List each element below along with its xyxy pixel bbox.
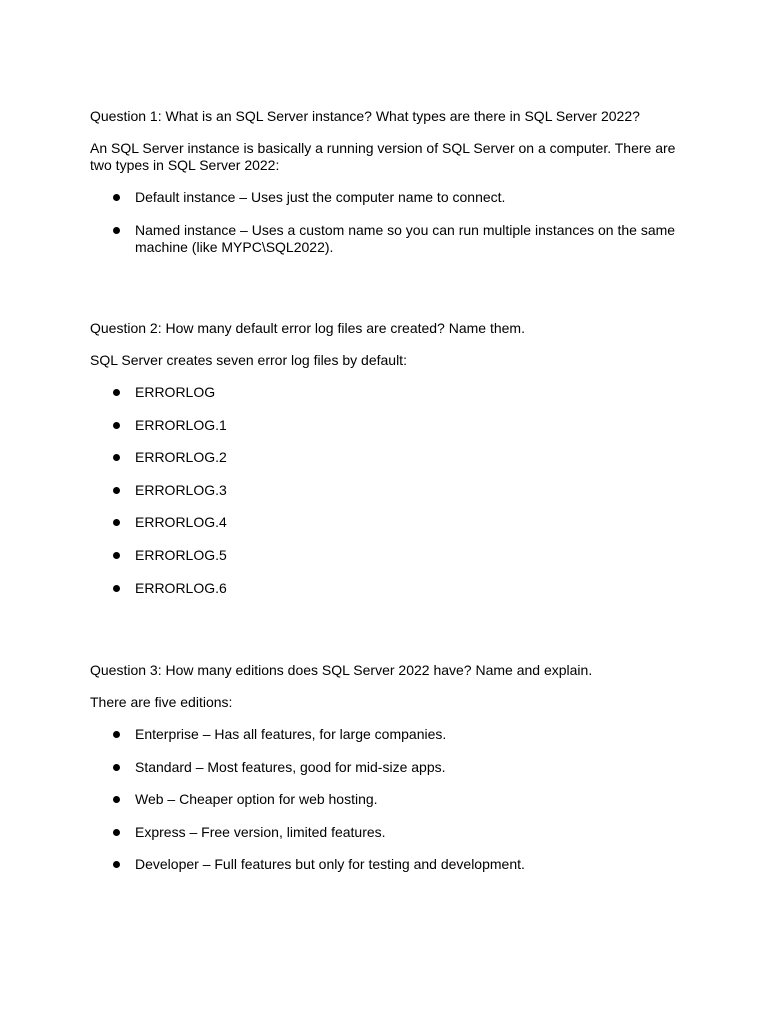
list-item	[90, 791, 680, 808]
question-2-heading: Question 2: How many default error log files are created? Name them.	[90, 320, 525, 336]
question-1-heading: Question 1: What is an SQL Server instance? What types are there in SQL Server 2022?	[90, 108, 640, 124]
bullet-icon	[113, 454, 120, 461]
list-item-text: ERRORLOG.3	[135, 481, 227, 498]
instance-types-list	[90, 189, 680, 256]
list-item-text: Default instance – Uses just the computer name to connect.	[135, 189, 506, 205]
list-item-text: ERRORLOG.5	[135, 546, 227, 563]
list-item	[90, 547, 680, 564]
list-item	[90, 222, 680, 256]
bullet-icon	[113, 731, 120, 738]
bullet-icon	[113, 519, 120, 526]
bullet-icon	[113, 764, 120, 771]
list-item-text: ERRORLOG.1	[135, 416, 227, 433]
editions-list	[90, 726, 680, 873]
question-3-answer: There are five editions:	[90, 694, 233, 710]
question-2-section	[90, 320, 680, 597]
question-1-answer: An SQL Server instance is basically a running version of SQL Server on a computer. There are two types in SQL Server 2022:	[90, 140, 676, 173]
list-item	[90, 189, 680, 206]
list-item-text: ERRORLOG.6	[135, 579, 227, 596]
list-item	[90, 449, 680, 466]
question-2-answer: SQL Server creates seven error log files by default:	[90, 352, 407, 368]
question-3-heading: Question 3: How many editions does SQL Server 2022 have? Name and explain.	[90, 662, 593, 678]
list-item-text: ERRORLOG.4	[135, 514, 227, 531]
bullet-icon	[113, 552, 120, 559]
list-item	[90, 580, 680, 597]
bullet-icon	[113, 389, 120, 396]
list-item	[90, 417, 680, 434]
bullet-icon	[113, 829, 120, 836]
bullet-icon	[113, 796, 120, 803]
list-item-text: ERRORLOG.2	[135, 449, 227, 466]
error-log-list	[90, 384, 680, 597]
list-item	[90, 514, 680, 531]
question-1-section	[90, 108, 680, 256]
bullet-icon	[113, 227, 120, 234]
list-item	[90, 856, 680, 873]
list-item	[90, 759, 680, 776]
list-item-text: Developer – Full features but only for testing and development.	[135, 856, 525, 873]
list-item-text: Standard – Most features, good for mid-size apps.	[135, 758, 446, 775]
list-item	[90, 824, 680, 841]
question-3-section	[90, 662, 680, 873]
bullet-icon	[113, 861, 120, 868]
list-item-text: ERRORLOG	[135, 384, 216, 400]
list-item-text: Named instance – Uses a custom name so you can run multiple instances on the same machine (like MYPC\SQL2022).	[135, 221, 676, 255]
list-item-text: Enterprise – Has all features, for large companies.	[135, 726, 447, 742]
list-item-text: Web – Cheaper option for web hosting.	[135, 791, 378, 808]
bullet-icon	[113, 422, 120, 429]
list-item	[90, 726, 680, 743]
list-item	[90, 384, 680, 401]
list-item	[90, 482, 680, 499]
list-item-text: Express – Free version, limited features.	[135, 823, 386, 840]
bullet-icon	[113, 194, 120, 201]
bullet-icon	[113, 487, 120, 494]
bullet-icon	[113, 585, 120, 592]
